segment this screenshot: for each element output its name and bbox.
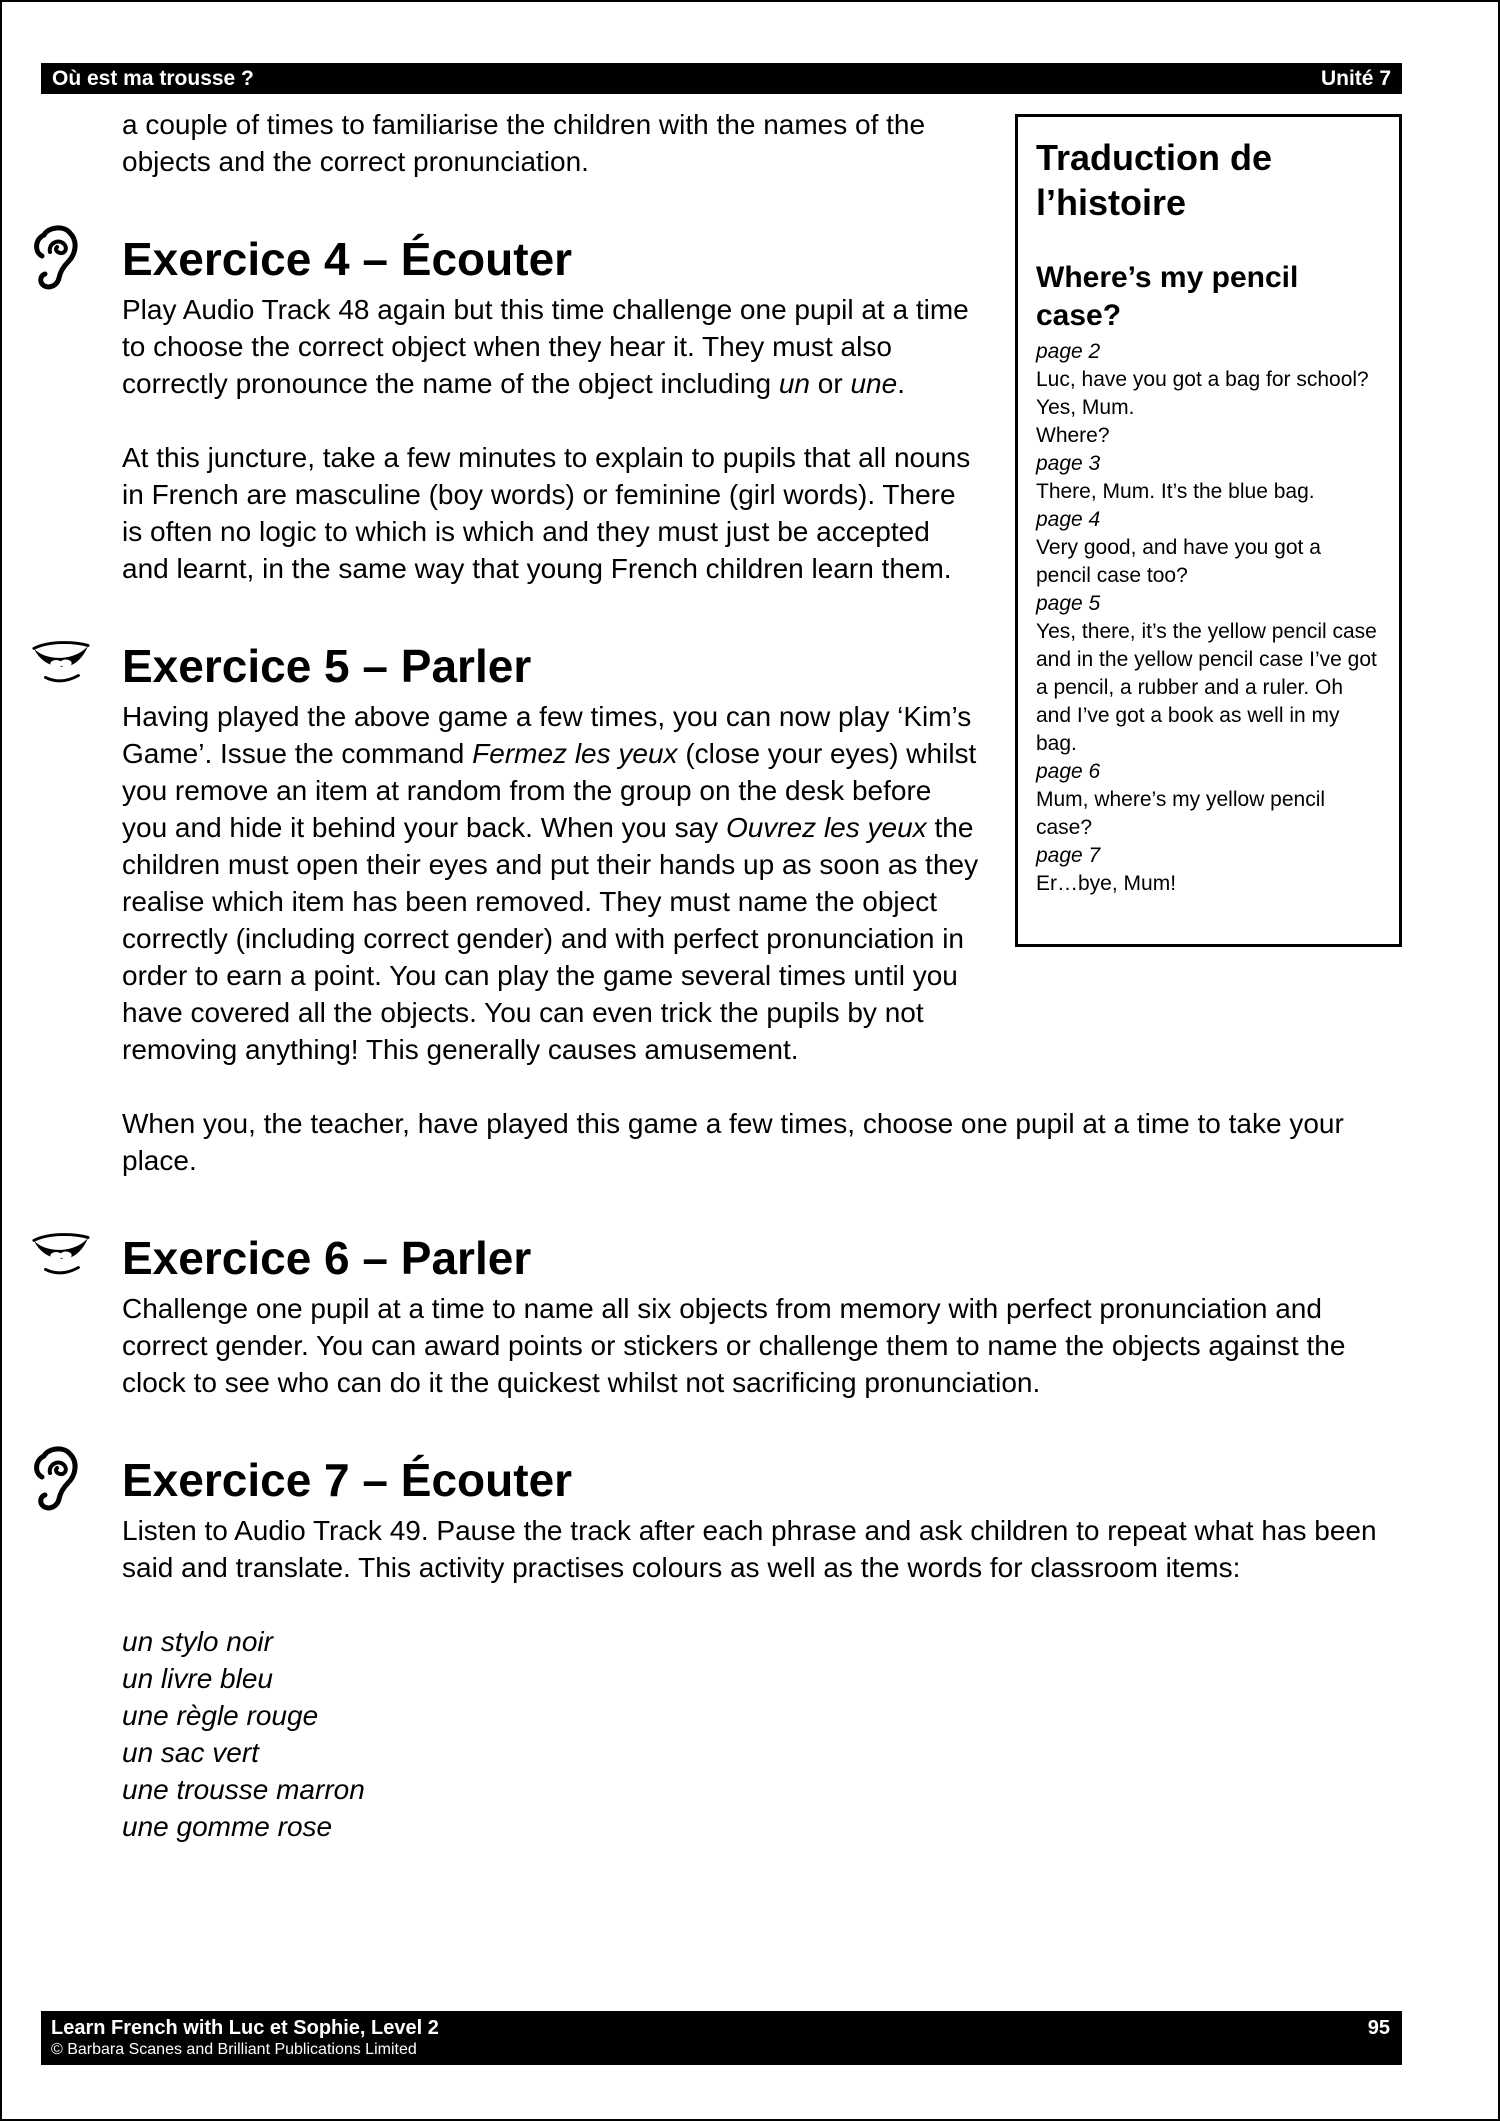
ear-icon (30, 1446, 80, 1514)
mouth-icon (30, 1224, 92, 1280)
paragraph: At this juncture, take a few minutes to explain to pupils that all nouns in French are masculine (boy words) or feminine (girl words). There is often no logic to which is which and they must just be accepted and learnt, in the same way that young French children learn them. (122, 442, 971, 584)
section-heading: Exercice 4 – Écouter (122, 233, 573, 285)
text-line: page 3 (1036, 452, 1101, 475)
footer-page-number: 95 (1367, 2017, 1390, 2039)
translation-box-title: Traduction de l’histoire (1036, 137, 1273, 223)
text-line: Where? (1036, 424, 1110, 447)
text-line: Very good, and have you got a pencil case too? (1036, 536, 1321, 587)
intro-paragraph: a couple of times to familiarise the children with the names of the objects and the correct pronunciation. (122, 109, 926, 177)
text-line: une gomme rose (122, 1811, 333, 1842)
paragraph: Listen to Audio Track 49. Pause the track after each phrase and ask children to repeat what has been said and translate. This activity practises colours as well as the words for classroom items: (122, 1515, 1377, 1583)
paragraph: Having played the above game a few times, you can now play ‘Kim’s Game’. Issue the command Fermez les yeux (close your eyes) whilst you remove an item at random from the group on the desk before you and hide it behind your back. When you say Ouvrez les yeux the children must open their eyes and put their hands up as soon as they realise which item has been removed. They must name the object correctly (including correct gender) and with perfect pronunciation in order to earn a point. You can play the game several times until you have covered all the objects. You can even trick the pupils by not removing anything! This generally causes amusement. (122, 701, 979, 1065)
text-line: page 4 (1036, 508, 1101, 531)
section-exercice-6 (122, 1232, 1402, 1401)
text-line: Mum, where’s my yellow pencil case? (1036, 788, 1326, 839)
text-line: Yes, Mum. (1036, 396, 1135, 419)
footer-copyright: © Barbara Scanes and Brilliant Publications Limited (51, 2041, 417, 2058)
text-line: un livre bleu (122, 1663, 273, 1694)
text-line: une trousse marron (122, 1774, 365, 1805)
text-line: une règle rouge (122, 1700, 319, 1731)
header-unit-number: Unité 7 (1320, 66, 1391, 90)
footer-bar (41, 2011, 1402, 2065)
text-line: Er…bye, Mum! (1036, 872, 1177, 895)
text-line: Yes, there, it’s the yellow pencil case and in the yellow pencil case I’ve got a pencil, a rubber and a ruler. Oh and I’ve got a book as well in my bag. (1036, 620, 1377, 755)
paragraph: Play Audio Track 48 again but this time challenge one pupil at a time to choose the correct object when they hear it. They must also correctly pronounce the name of the object including un or une. (122, 294, 969, 399)
translation-lines (1036, 338, 1381, 898)
text-line: Luc, have you got a bag for school? (1036, 368, 1369, 391)
paragraph: Challenge one pupil at a time to name all six objects from memory with perfect pronunciation and correct gender. You can award points or stickers or challenge them to name the objects against the clock to see who can do it the quickest whilst not sacrificing pronunciation. (122, 1293, 1346, 1398)
footer-book-title: Learn French with Luc et Sophie, Level 2 (51, 2017, 439, 2039)
section-exercice-7 (122, 1454, 1402, 1845)
text-line: There, Mum. It’s the blue bag. (1036, 480, 1315, 503)
header-bar (41, 63, 1402, 94)
section-body (122, 1290, 1402, 1401)
ear-icon (30, 225, 80, 293)
section-heading: Exercice 7 – Écouter (122, 1454, 573, 1506)
text-line: page 7 (1036, 844, 1101, 867)
paragraph: When you, the teacher, have played this game a few times, choose one pupil at a time to take your place. (122, 1108, 1344, 1176)
text-line: page 2 (1036, 340, 1101, 363)
story-title: Where’s my pencil case? (1036, 261, 1299, 332)
text-line: page 5 (1036, 592, 1101, 615)
text-line: un sac vert (122, 1737, 259, 1768)
text-line: page 6 (1036, 760, 1101, 783)
section-heading: Exercice 5 – Parler (122, 640, 532, 692)
header-unit-title: Où est ma trousse ? (52, 66, 254, 90)
section-heading: Exercice 6 – Parler (122, 1232, 532, 1284)
french-phrase-list (122, 1623, 1402, 1845)
main-content (122, 106, 1402, 1845)
mouth-icon (30, 632, 92, 688)
text-line: un stylo noir (122, 1626, 273, 1657)
section-body (122, 1512, 1402, 1586)
